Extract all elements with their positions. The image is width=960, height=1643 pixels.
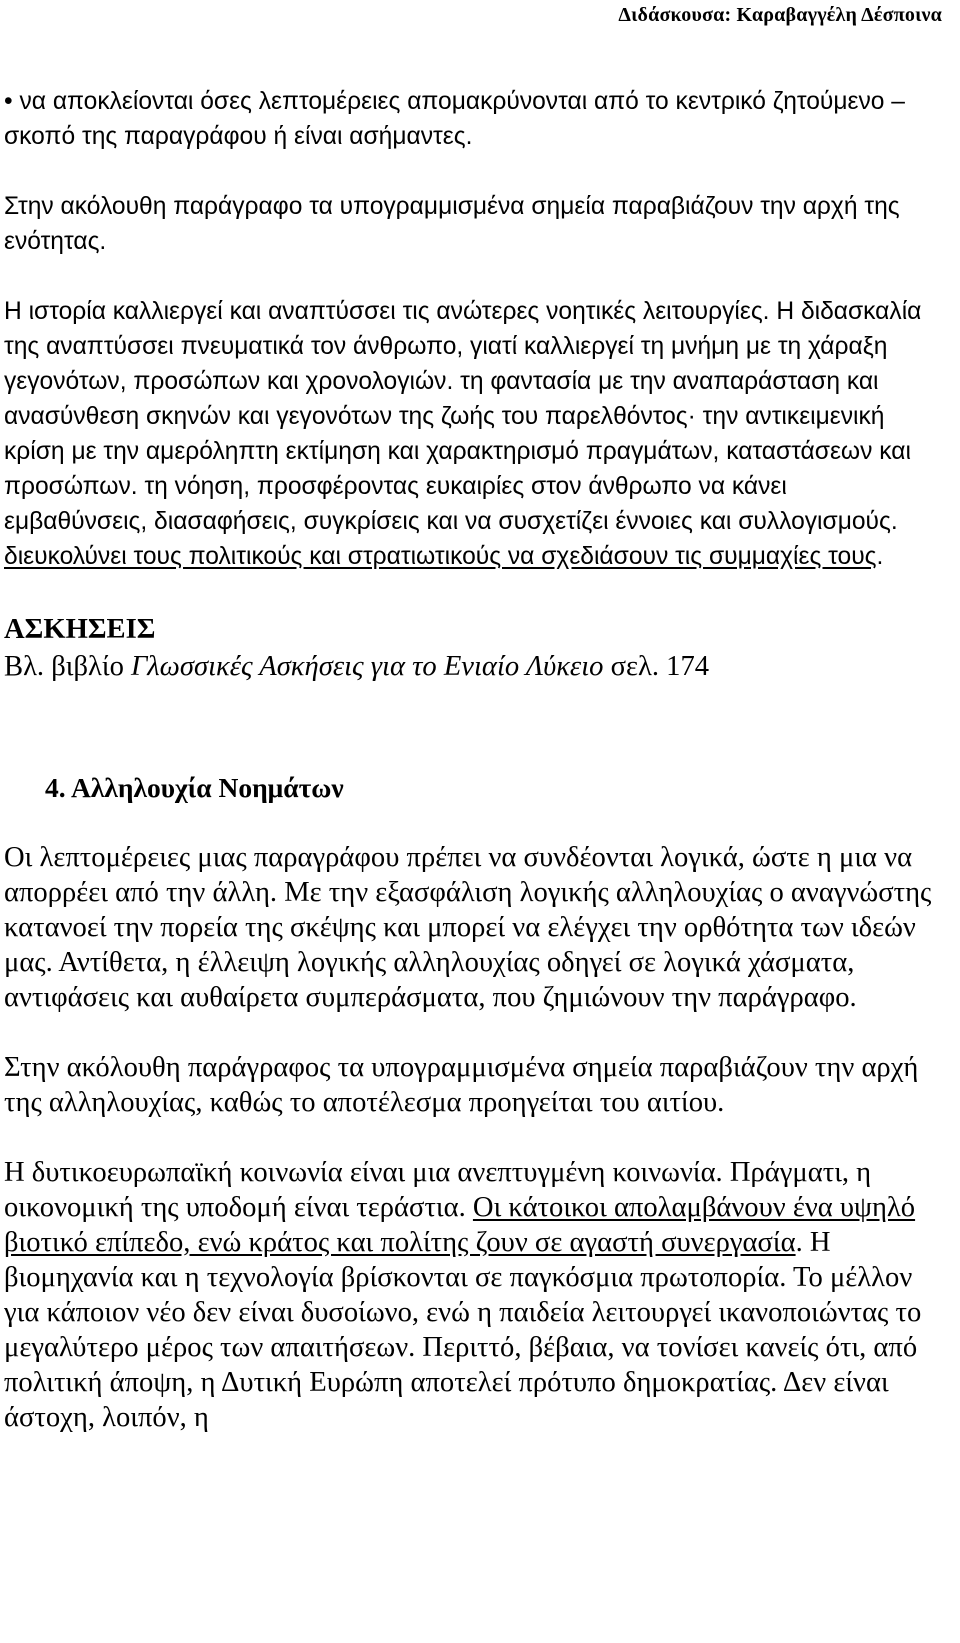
sequence-example-paragraph bbox=[4, 1155, 934, 1435]
bullet-symbol: • bbox=[4, 88, 13, 115]
reference-book-title: Γλωσσικές Ασκήσεις για το Ενιαίο Λύκειο bbox=[131, 651, 604, 682]
document-body bbox=[4, 84, 934, 1435]
sequence-example-intro: Στην ακόλουθη παράγραφος τα υπογραμμισμένα σημεία παραβιάζουν την αρχή της αλληλουχίας, καθώς το αποτέλεσμα προηγείται του αιτίου. bbox=[4, 1052, 919, 1118]
reference-prefix: Βλ. βιβλίο bbox=[4, 651, 132, 682]
unity-example-paragraph bbox=[4, 294, 934, 574]
exercises-reference bbox=[4, 648, 934, 685]
sequence-example-text-2: . Η βιομηχανία και η τεχνολογία βρίσκονται σε παγκόσμια πρωτοπορία. Το μέλλον για κάποιον νέο δεν είναι δυσοίωνο, ενώ η παιδεία λειτουργεί ικανοποιώντας το μεγαλύτερο μέρος των απαιτήσεων. Περιττό, βέβαια, να τονίσει κανείς ότι, από πολιτική άποψη, η Δυτική Ευρώπη αποτελεί πρότυπο δημοκρατίας. Δεν είναι άστοχη, λοιπόν, η bbox=[4, 1227, 922, 1433]
unity-intro: Στην ακόλουθη παράγραφο τα υπογραμμισμένα σημεία παραβιάζουν την αρχή της ενότητας. bbox=[4, 193, 900, 255]
exercises-heading: ΑΣΚΗΣΕΙΣ bbox=[4, 614, 156, 645]
section-title: 4. Αλληλουχία Νοημάτων bbox=[45, 772, 344, 803]
teacher-header: Διδάσκουσα: Καραβαγγέλη Δέσποινα bbox=[618, 4, 942, 26]
bullet-text: να αποκλείονται όσες λεπτομέρειες απομακρύνονται από το κεντρικό ζητούμενο – σκοπό της παραγράφου ή είναι ασήμαντες. bbox=[4, 88, 905, 150]
unity-example-end: . bbox=[876, 543, 884, 570]
section-intro: Οι λεπτομέρειες μιας παραγράφου πρέπει να συνδέονται λογικά, ώστε η μια να απορρέει από την άλλη. Με την εξασφάλιση λογικής αλληλουχίας ο αναγνώστης κατανοεί την πορεία της σκέψης και μπορεί να ελέγχει την ορθότητα των ιδεών μας. Αντίθετα, η έλλειψη λογικής αλληλουχίας οδηγεί σε λογικά χάσματα, αντιφάσεις και αυθαίρετα συμπεράσματα, που ζημιώνουν την παράγραφο. bbox=[4, 842, 932, 1013]
sequence-example-text-1: Η δυτικοευρωπαϊκή κοινωνία είναι μια ανεπτυγμένη κοινωνία. Πράγματι, η οικονομική της υποδομή είναι τεράστια. bbox=[4, 1157, 872, 1223]
reference-page: σελ. 174 bbox=[603, 651, 710, 682]
bullet-item bbox=[4, 84, 934, 154]
sequence-violation-underlined: Οι κάτοικοι απολαμβάνουν ένα υψηλό βιοτικό επίπεδο, ενώ κράτος και πολίτης ζουν σε αγαστή συνεργασία bbox=[4, 1192, 916, 1258]
unity-violation-underlined: διευκολύνει τους πολιτικούς και στρατιωτικούς να σχεδιάσουν τις συμμαχίες τους bbox=[4, 543, 877, 570]
unity-example-text: Η ιστορία καλλιεργεί και αναπτύσσει τις ανώτερες νοητικές λειτουργίες. Η διδασκαλία της αναπτύσσει πνευματικά τον άνθρωπο, γιατί καλλιεργεί τη μνήμη με τη χάραξη γεγονότων, προσώπων και χρονολογιών. τη φαντασία με την αναπαράσταση και ανασύνθεση σκηνών και γεγονότων της ζωής του παρελθόντος· την αντικειμενική κρίση με την αμερόληπτη εκτίμηση και χαρακτηρισμό πραγμάτων, καταστάσεων και προσώπων. τη νόηση, προσφέροντας ευκαιρίες στον άνθρωπο να κάνει εμβαθύνσεις, διασαφήσεις, συγκρίσεις και να συσχετίζει έννοιες και συλλογισμούς. bbox=[4, 298, 922, 535]
